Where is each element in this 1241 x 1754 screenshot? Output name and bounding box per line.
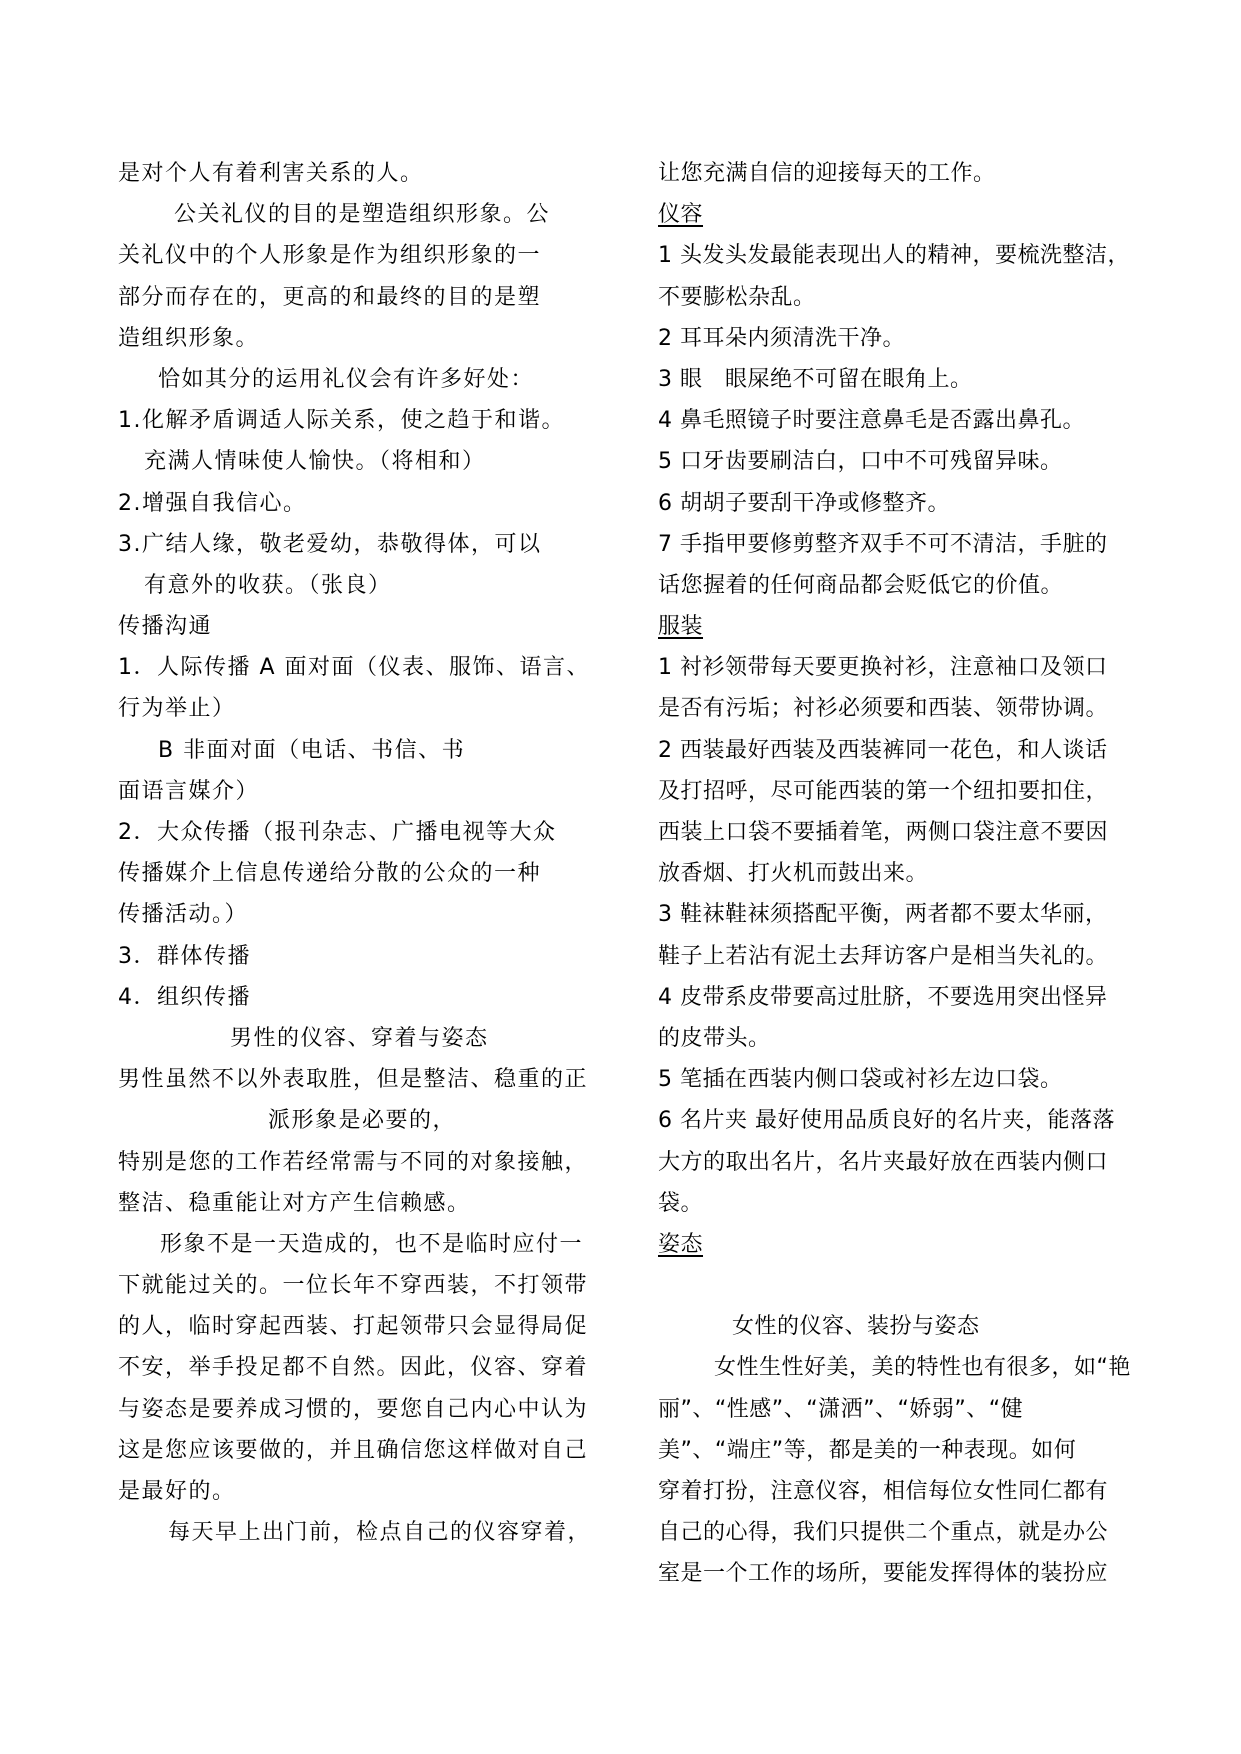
paragraph-line: 是对个人有着利害关系的人。 (118, 161, 424, 186)
paragraph-line: 与姿态是要养成习惯的，要您自己内心中认为 (118, 1396, 589, 1422)
paragraph-line: 造组织形象。 (118, 325, 260, 351)
list-item: 1 头发头发最能表现出人的精神，要梳洗整洁， (658, 243, 1130, 269)
list-item-continuation: 的皮带头。 (658, 1025, 771, 1051)
list-item-continuation: 袋。 (658, 1190, 704, 1216)
list-item: 2.增强自我信心。 (118, 490, 307, 516)
section-heading-posture (658, 1224, 1178, 1265)
list-item: 6 名片夹 最好使用品质良好的名片夹，能落落 (658, 1108, 1115, 1134)
blank-line (658, 1265, 1178, 1306)
paragraph-line: 派形象是必要的， (268, 1108, 457, 1134)
paragraph-line: 让您充满自信的迎接每天的工作。 (658, 161, 996, 186)
section-title: 男性的仪容、穿着与姿态 (230, 1025, 489, 1051)
list-item: B 非面对面（电话、书信、书 (158, 737, 466, 763)
paragraph-line: 恰如其分的运用礼仪会有许多好处： (158, 366, 535, 392)
left-column (118, 153, 638, 1553)
list-item-continuation: 充满人情味使人愉快。（将相和） (144, 449, 486, 475)
list-item: 7 手指甲要修剪整齐双手不可不清洁，手脏的 (658, 531, 1108, 557)
section-heading-clothing (658, 606, 1178, 647)
list-item-continuation: 不要膨松杂乱。 (658, 284, 816, 310)
list-item: 2．大众传播（报刊杂志、广播电视等大众 (118, 820, 557, 845)
underlined-heading: 服装 (658, 614, 704, 640)
paragraph-line: 部分而存在的，更高的和最终的目的是塑 (118, 284, 542, 310)
list-item-continuation: 西装上口袋不要插着笔，两侧口袋注意不要因 (658, 820, 1109, 845)
section-heading: 传播沟通 (118, 614, 213, 640)
list-item-continuation: 放香烟、打火机而鼓出来。 (658, 861, 929, 887)
list-item-continuation: 鞋子上若沾有泥土去拜访客户是相当失礼的。 (658, 943, 1109, 969)
right-column (658, 153, 1178, 1595)
paragraph-line: 美”、“端庄”等，都是美的一种表现。如何 (658, 1437, 1077, 1463)
list-item: 6 胡胡子要刮干净或修整齐。 (658, 490, 950, 516)
section-title: 女性的仪容、装扮与姿态 (732, 1314, 980, 1340)
list-item-continuation: 话您握着的任何商品都会贬低它的价值。 (658, 572, 1064, 598)
paragraph-line: 每天早上出门前，检点自己的仪容穿着， (168, 1520, 592, 1546)
list-item: 3 眼 眼屎绝不可留在眼角上。 (658, 366, 973, 392)
paragraph-line: 室是一个工作的场所，要能发挥得体的装扮应 (658, 1561, 1109, 1587)
paragraph-line: 特别是您的工作若经常需与不同的对象接触， (118, 1149, 589, 1175)
list-item: 1 衬衫领带每天要更换衬衫，注意袖口及领口 (658, 655, 1108, 681)
list-item-continuation: 行为举止） (118, 696, 236, 722)
paragraph-line: 的人，临时穿起西装、打起领带只会显得局促 (118, 1314, 589, 1340)
list-item: 4 鼻毛照镜子时要注意鼻毛是否露出鼻孔。 (658, 408, 1085, 434)
list-item: 3.广结人缘，敬老爱幼，恭敬得体，可以 (118, 531, 542, 557)
list-item: 1．人际传播 A 面对面（仪表、服饰、语言、 (118, 655, 591, 681)
paragraph-line: 女性生性好美，美的特性也有很多，如“艳 (714, 1355, 1131, 1381)
paragraph-line: 不安，举手投足都不自然。因此，仪容、穿着 (118, 1355, 589, 1381)
list-item: 5 口牙齿要刷洁白，口中不可残留异味。 (658, 449, 1063, 475)
paragraph-line: 穿着打扮，注意仪容，相信每位女性同仁都有 (658, 1479, 1109, 1504)
list-item-continuation: 及打招呼，尽可能西装的第一个纽扣要扣住， (658, 778, 1109, 804)
paragraph-line: 形象不是一天造成的，也不是临时应付一 (160, 1231, 584, 1257)
list-item: 5 笔插在西装内侧口袋或衬衫左边口袋。 (658, 1067, 1063, 1093)
paragraph-line: 关礼仪中的个人形象是作为组织形象的一 (118, 243, 542, 269)
underlined-heading: 仪容 (658, 202, 704, 228)
list-item-continuation: 传播活动。） (118, 902, 249, 928)
section-heading-grooming (658, 194, 1178, 235)
list-item-continuation: 传播媒介上信息传递给分散的公众的一种 (118, 861, 542, 887)
paragraph-line: 自己的心得，我们只提供二个重点，就是办公 (658, 1520, 1109, 1546)
paragraph-line: 公关礼仪的目的是塑造组织形象。公 (174, 202, 551, 228)
paragraph-line: 是最好的。 (118, 1479, 236, 1504)
list-item-continuation: 是否有污垢；衬衫必须要和西装、领带协调。 (658, 696, 1109, 722)
paragraph-line: 这是您应该要做的，并且确信您这样做对自己 (118, 1437, 589, 1463)
list-item: 1.化解矛盾调适人际关系，使之趋于和谐。 (118, 408, 565, 434)
list-item: 2 西装最好西装及西装裤同一花色，和人谈话 (658, 737, 1108, 763)
underlined-heading: 姿态 (658, 1231, 704, 1257)
list-item-continuation: 有意外的收获。（张良） (144, 572, 392, 598)
paragraph-line: 整洁、稳重能让对方产生信赖感。 (118, 1190, 471, 1216)
list-item: 3 鞋袜鞋袜须搭配平衡，两者都不要太华丽， (658, 902, 1108, 928)
list-item: 4．组织传播 (118, 984, 251, 1010)
paragraph-line: 丽”、“性感”、“潇洒”、“娇弱”、“健 (658, 1396, 1024, 1422)
list-item-continuation: 大方的取出名片，名片夹最好放在西装内侧口 (658, 1149, 1109, 1175)
list-item-continuation: 面语言媒介） (118, 778, 260, 804)
list-item: 4 皮带系皮带要高过肚脐，不要选用突出怪异 (658, 984, 1108, 1010)
paragraph-line: 男性虽然不以外表取胜，但是整洁、稳重的正 (118, 1067, 589, 1093)
list-item: 3．群体传播 (118, 943, 251, 969)
list-item: 2 耳耳朵内须清洗干净。 (658, 325, 905, 351)
paragraph-line: 下就能过关的。一位长年不穿西装，不打领带 (118, 1273, 589, 1299)
